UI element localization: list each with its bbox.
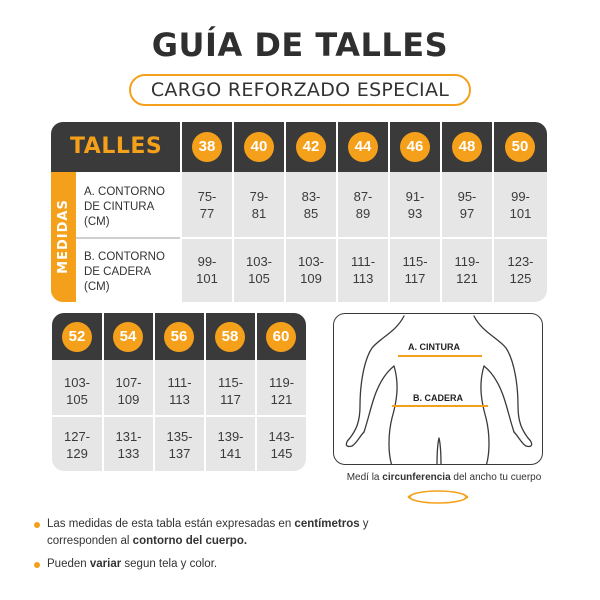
- table-cell: 143- 145: [268, 429, 295, 461]
- grid-line: [76, 237, 181, 239]
- note-text: Las medidas de esta tabla están expresadas en: [47, 518, 295, 530]
- size-badge: 48: [452, 132, 482, 162]
- row-label-cintura: [84, 185, 165, 230]
- note-item: [34, 556, 414, 573]
- table-cell: 91- 93: [405, 189, 425, 221]
- table-cell: 83- 85: [301, 189, 321, 221]
- note-bold: centímetros: [294, 518, 360, 530]
- table-cell: 99- 101: [509, 189, 532, 221]
- size-badge: 56: [164, 322, 194, 352]
- size-badge: 54: [113, 322, 143, 352]
- size-badge: 50: [505, 132, 535, 162]
- row-label-line: (CM): [84, 216, 110, 228]
- waist-label: A. CINTURA: [408, 342, 460, 352]
- circumference-icon: [406, 488, 470, 506]
- row-label-line: A. CONTORNO: [84, 186, 165, 198]
- note-bold: contorno del cuerpo.: [132, 535, 248, 547]
- figure-caption: [318, 472, 570, 483]
- table-cell: 131- 133: [115, 429, 142, 461]
- table-cell: 111- 113: [350, 254, 376, 286]
- table-cell: 111- 113: [167, 375, 192, 407]
- size-badge: 44: [348, 132, 378, 162]
- grid-line: [52, 415, 306, 417]
- size-badge: 46: [400, 132, 430, 162]
- caption-text: del ancho tu cuerpo: [450, 472, 542, 483]
- note-text: Pueden: [47, 558, 90, 570]
- product-subtitle: CARGO REFORZADO ESPECIAL: [129, 74, 471, 106]
- table-cell: 139- 141: [217, 429, 244, 461]
- caption-text: Medí la: [346, 472, 383, 483]
- hip-label: B. CADERA: [413, 393, 464, 403]
- bullet-icon: [34, 562, 40, 568]
- table-cell: 115- 117: [217, 375, 244, 407]
- table-cell: 119- 121: [454, 254, 480, 286]
- size-table-extended: [52, 313, 306, 471]
- row-label-cadera: [84, 250, 165, 295]
- table-cell: 115- 117: [402, 254, 428, 286]
- page-title: GUÍA DE TALLES: [151, 26, 449, 64]
- note-text: segun tela y color.: [121, 558, 218, 570]
- table-cell: 103- 105: [63, 375, 91, 407]
- talles-header: TALLES: [70, 134, 163, 159]
- note-item: [34, 516, 414, 550]
- size-badge: 40: [244, 132, 274, 162]
- table-cell: 87- 89: [353, 189, 373, 221]
- table-cell: 119- 121: [268, 375, 295, 407]
- row-label-line: (CM): [84, 281, 110, 293]
- table-cell: 99- 101: [196, 254, 218, 286]
- medidas-label: MEDIDAS: [56, 199, 71, 274]
- note-bold: variar: [89, 558, 122, 570]
- row-label-line: DE CINTURA: [84, 201, 155, 213]
- size-badge: 38: [192, 132, 222, 162]
- size-badge: 52: [62, 322, 92, 352]
- table-cell: 135- 137: [166, 429, 193, 461]
- table-cell: 79- 81: [249, 189, 269, 221]
- table-cell: 103- 109: [297, 254, 325, 286]
- row-label-line: DE CADERA: [84, 266, 152, 278]
- row-label-line: B. CONTORNO: [84, 251, 165, 263]
- table-cell: 107- 109: [115, 375, 142, 407]
- body-outline-icon: [334, 314, 543, 465]
- size-badge: 58: [215, 322, 245, 352]
- caption-bold: circunferencia: [382, 472, 451, 483]
- size-table-main: [51, 122, 547, 302]
- size-badge: 60: [266, 322, 296, 352]
- table-cell: 103- 105: [245, 254, 273, 286]
- note-text: y corresponden al: [47, 518, 369, 547]
- bullet-icon: [34, 522, 40, 528]
- size-badge: 42: [296, 132, 326, 162]
- table-cell: 123- 125: [507, 254, 534, 286]
- table-cell: 75- 77: [197, 189, 217, 221]
- notes: [34, 516, 414, 579]
- body-measure-figure: [333, 313, 543, 465]
- table-cell: 127- 129: [63, 429, 91, 461]
- table-cell: 95- 97: [457, 189, 477, 221]
